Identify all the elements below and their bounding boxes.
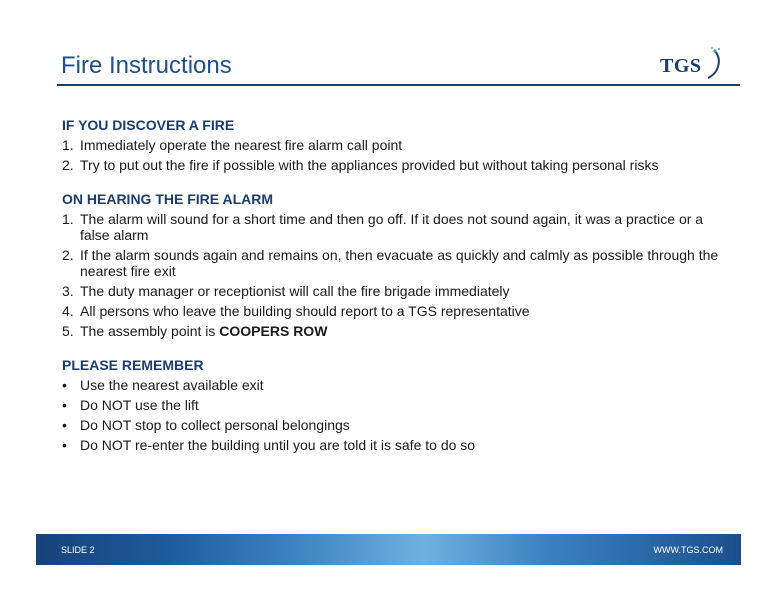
section-please-remember bbox=[62, 356, 722, 453]
list-marker: 1. bbox=[62, 211, 74, 227]
section-discover-fire bbox=[62, 116, 722, 173]
list-item-text: Immediately operate the nearest fire alarm call point bbox=[80, 137, 403, 153]
bullet-marker: • bbox=[62, 437, 67, 453]
list-item-text: All persons who leave the building should report to a TGS representative bbox=[80, 303, 530, 319]
tgs-logo bbox=[660, 46, 730, 82]
section-heading: PLEASE REMEMBER bbox=[62, 357, 204, 373]
list-item-text: The assembly point is bbox=[80, 323, 220, 339]
assembly-point-name: COOPERS ROW bbox=[219, 323, 328, 339]
page-title: Fire Instructions bbox=[61, 52, 232, 79]
list-item bbox=[62, 211, 722, 243]
numbered-list bbox=[62, 211, 722, 339]
title-divider bbox=[57, 84, 740, 86]
list-item bbox=[62, 157, 722, 173]
list-item bbox=[62, 323, 722, 339]
list-item-text: Do NOT re-enter the building until you are told it is safe to do so bbox=[80, 437, 476, 453]
list-item bbox=[62, 303, 722, 319]
list-item-text: The alarm will sound for a short time and then go off. If it does not sound again, it was a practice or a false alarm bbox=[80, 211, 704, 243]
list-item bbox=[62, 247, 722, 279]
list-item bbox=[62, 417, 722, 433]
list-item-text: The duty manager or receptionist will call the fire brigade immediately bbox=[80, 283, 510, 299]
list-marker: 5. bbox=[62, 323, 74, 339]
list-item-text: Try to put out the fire if possible with the appliances provided but without taking personal risks bbox=[80, 157, 659, 173]
section-heading: ON HEARING THE FIRE ALARM bbox=[62, 191, 274, 207]
footer-bar bbox=[36, 534, 741, 565]
website-link[interactable]: WWW.TGS.COM bbox=[653, 545, 723, 555]
list-marker: 2. bbox=[62, 157, 74, 173]
list-marker: 2. bbox=[62, 247, 74, 263]
list-item-text: Use the nearest available exit bbox=[80, 377, 264, 393]
section-heading: IF YOU DISCOVER A FIRE bbox=[62, 117, 235, 133]
logo-swoosh-icon bbox=[704, 46, 730, 82]
list-item bbox=[62, 137, 722, 153]
slide-number: SLIDE 2 bbox=[61, 545, 95, 555]
list-item bbox=[62, 397, 722, 413]
list-item-text: Do NOT use the lift bbox=[80, 397, 199, 413]
bullet-marker: • bbox=[62, 377, 67, 393]
list-item bbox=[62, 437, 722, 453]
list-item bbox=[62, 283, 722, 299]
logo-text: TGS bbox=[660, 55, 702, 77]
section-hearing-alarm bbox=[62, 190, 722, 339]
bullet-marker: • bbox=[62, 397, 67, 413]
list-marker: 4. bbox=[62, 303, 74, 319]
list-item-text: If the alarm sounds again and remains on, then evacuate as quickly and calmly as possible through the nearest fire exit bbox=[80, 247, 719, 279]
list-item-text: Do NOT stop to collect personal belongings bbox=[80, 417, 350, 433]
instructions-content bbox=[62, 116, 722, 470]
bullet-marker: • bbox=[62, 417, 67, 433]
bullet-list bbox=[62, 377, 722, 453]
list-marker: 1. bbox=[62, 137, 74, 153]
list-item bbox=[62, 377, 722, 393]
numbered-list bbox=[62, 137, 722, 173]
list-marker: 3. bbox=[62, 283, 74, 299]
